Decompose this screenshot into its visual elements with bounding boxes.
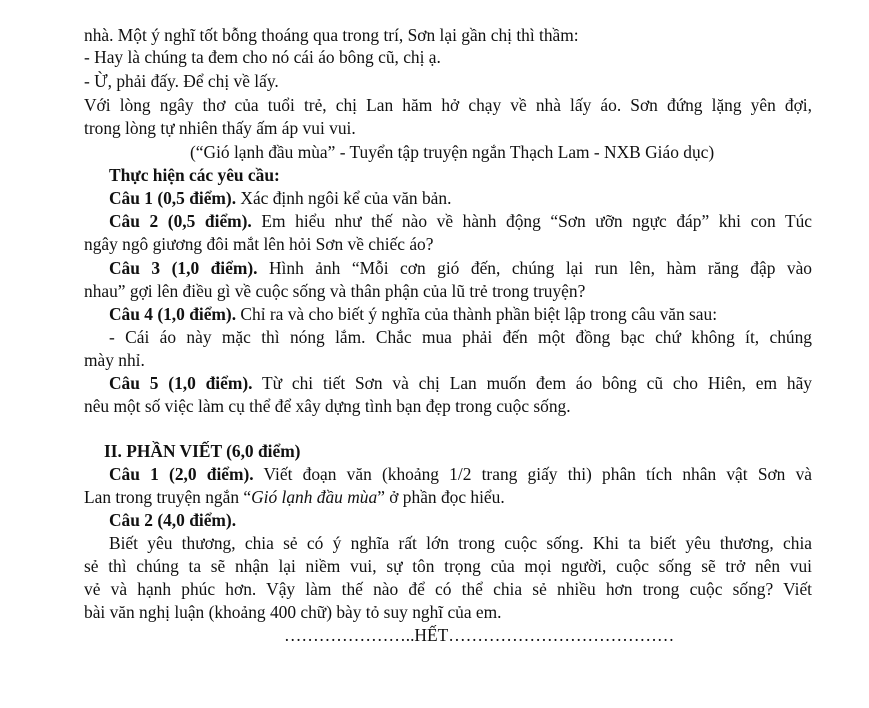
reading-question-2: Câu 2 (0,5 điểm). Em hiểu như thế nào về hành động “Sơn ưỡn ngực đáp” khi con Túc xyxy=(109,211,813,231)
reading-question-2-cont: ngây ngô giương đôi mắt lên hỏi Sơn về chiếc áo? xyxy=(84,234,434,254)
writing-question-2-line: Biết yêu thương, chia sẻ có ý nghĩa rất lớn trong cuộc sống. Khi ta biết yêu thương, chia xyxy=(109,533,812,553)
question-label: Câu 2 (4,0 điểm). xyxy=(109,510,237,530)
writing-question-1: Câu 1 (2,0 điểm). Viết đoạn văn (khoảng 1/2 trang giấy thi) phân tích nhân vật Sơn và xyxy=(109,464,813,484)
story-line: nhà. Một ý nghĩ tốt bỗng thoáng qua trong trí, Sơn lại gần chị thì thầm: xyxy=(84,25,579,45)
reading-question-3-cont: nhau” gợi lên điều gì về cuộc sống và thân phận của lũ trẻ trong truyện? xyxy=(84,281,586,301)
reading-question-4: Câu 4 (1,0 điểm). Chỉ ra và cho biết ý nghĩa của thành phần biệt lập trong câu văn sau: xyxy=(109,304,718,324)
story-title: Gió lạnh đầu mùa xyxy=(251,487,378,507)
dialogue-line: - Ừ, phải đấy. Để chị về lấy. xyxy=(84,71,279,91)
reading-requirements-heading: Thực hiện các yêu cầu: xyxy=(109,165,280,185)
question-label: Câu 1 (2,0 điểm). xyxy=(109,464,254,484)
writing-section-heading: II. PHẦN VIẾT (6,0 điểm) xyxy=(104,441,301,461)
reading-question-3: Câu 3 (1,0 điểm). Hình ảnh “Mỗi cơn gió đến, chúng lại run lên, hàm răng đập vào xyxy=(109,258,812,278)
question-4-quote-cont: mày nhỉ. xyxy=(84,350,145,370)
reading-question-5: Câu 5 (1,0 điểm). Từ chi tiết Sơn và chị Lan muốn đem áo bông cũ cho Hiên, em hãy xyxy=(109,373,812,393)
dialogue-line: - Hay là chúng ta đem cho nó cái áo bông cũ, chị ạ. xyxy=(84,47,441,67)
writing-question-1-cont: Lan trong truyện ngắn “Gió lạnh đầu mùa” ở phần đọc hiểu. xyxy=(84,487,505,507)
writing-question-2-line: vẻ và hạnh phúc hơn. Vậy làm thế nào để có thể chia sẻ nhiều hơn trong cuộc sống? Viết xyxy=(84,579,812,599)
question-label: Câu 1 (0,5 điểm). xyxy=(109,188,237,208)
writing-question-2-line: sẻ thì chúng ta sẽ nhận lại niềm vui, sự tôn trọng của mọi người, cuộc sống sẽ trở nên vui xyxy=(84,556,812,576)
question-label: Câu 4 (1,0 điểm). xyxy=(109,304,237,324)
story-source: (“Gió lạnh đầu mùa” - Tuyển tập truyện ngắn Thạch Lam - NXB Giáo dục) xyxy=(190,142,715,162)
end-marker: …………………..HẾT………………………………… xyxy=(284,625,675,645)
story-line: Với lòng ngây thơ của tuổi trẻ, chị Lan hăm hở chạy về nhà lấy áo. Sơn đứng lặng yên đợi, xyxy=(84,95,812,115)
question-label: Câu 2 (0,5 điểm). xyxy=(109,211,252,231)
reading-question-5-cont: nêu một số việc làm cụ thể để xây dựng tình bạn đẹp trong cuộc sống. xyxy=(84,396,571,416)
question-4-quote: - Cái áo này mặc thì nóng lắm. Chắc mua phải đến một đồng bạc chứ không ít, chúng xyxy=(109,327,812,347)
question-label: Câu 3 (1,0 điểm). xyxy=(109,258,258,278)
story-line: trong lòng tự nhiên thấy ấm áp vui vui. xyxy=(84,118,356,138)
writing-question-2-line: bài văn nghị luận (khoảng 400 chữ) bày tỏ suy nghĩ của em. xyxy=(84,602,502,622)
writing-question-2 xyxy=(109,509,837,531)
question-label: Câu 5 (1,0 điểm). xyxy=(109,373,253,393)
reading-question-1: Câu 1 (0,5 điểm). Xác định ngôi kể của văn bản. xyxy=(109,188,452,208)
